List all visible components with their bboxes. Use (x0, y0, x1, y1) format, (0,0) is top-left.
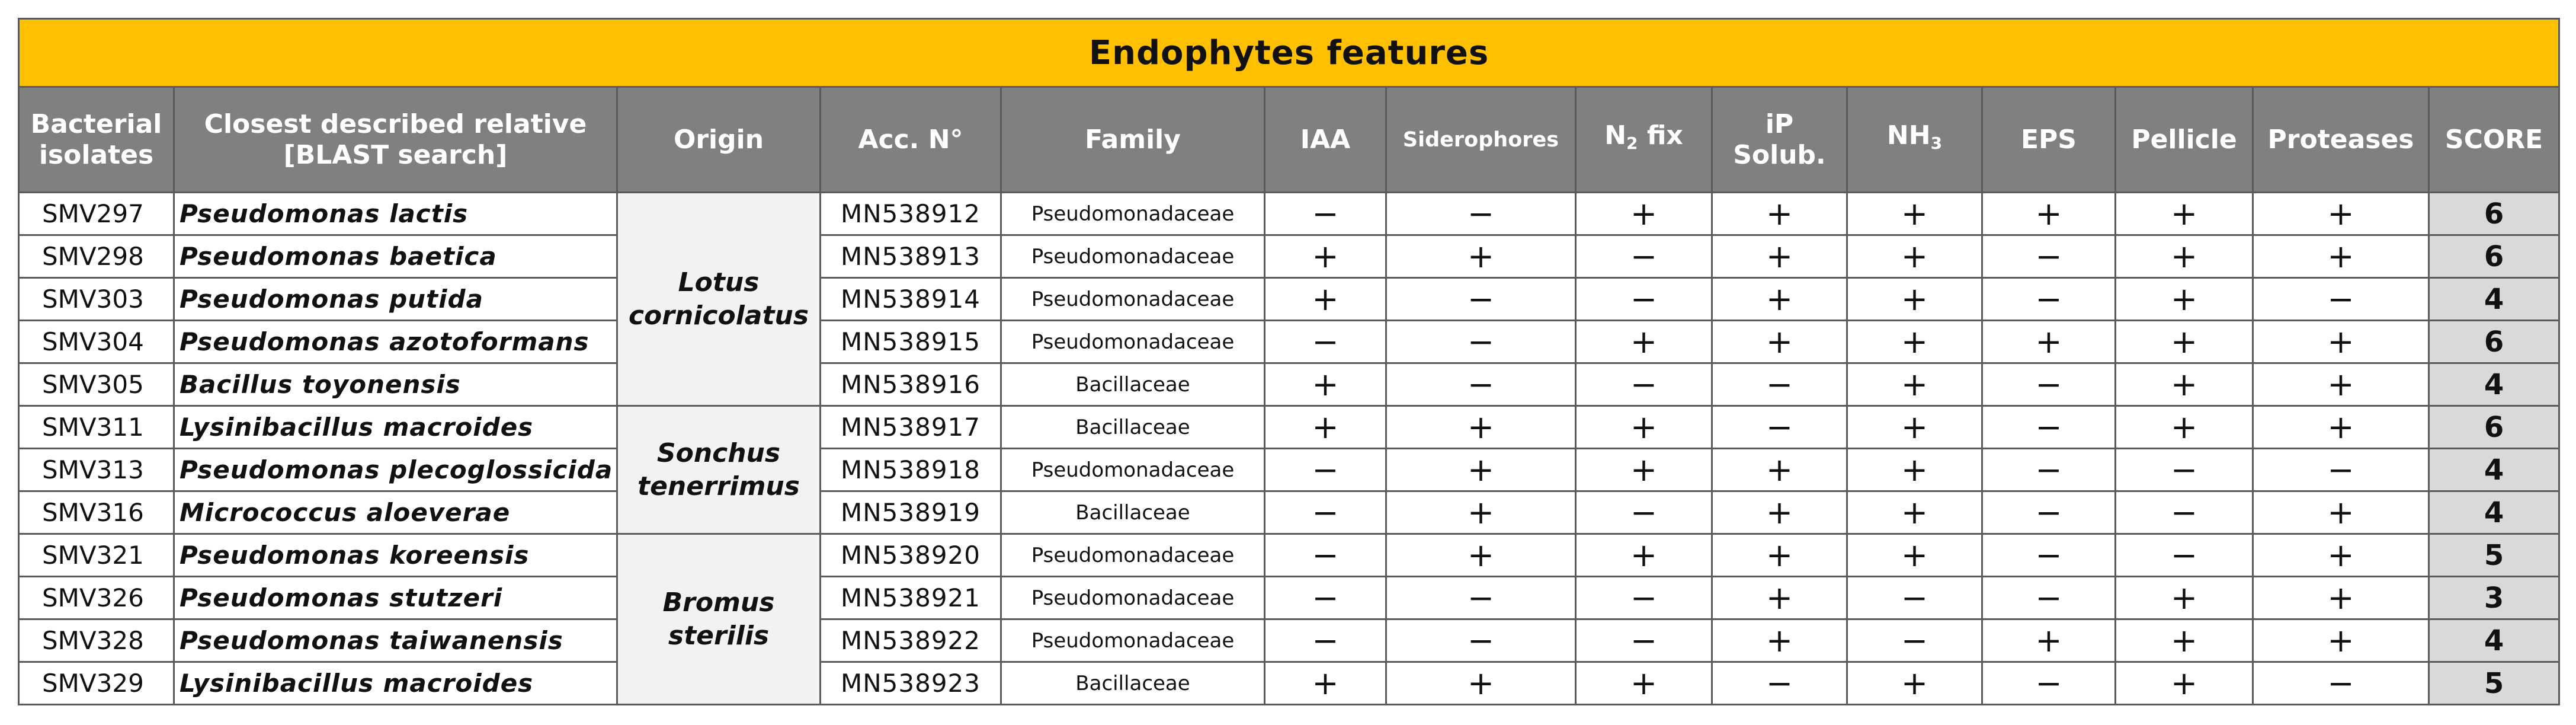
header-row (19, 87, 2559, 193)
isolate-cell: SMV311 (19, 406, 174, 449)
iaa-cell: − (1265, 321, 1386, 363)
iaa-cell: − (1265, 577, 1386, 619)
species-cell: Pseudomonas putida (174, 278, 617, 321)
header-n2-sub: 2 (1626, 133, 1638, 153)
score-cell: 4 (2429, 449, 2559, 491)
header-pellicle: Pellicle (2116, 87, 2253, 193)
iaa-cell: + (1265, 662, 1386, 705)
family-cell: Bacillaceae (1001, 363, 1265, 406)
n2-fix-cell: + (1576, 534, 1712, 577)
accession-cell: MN538914 (821, 278, 1001, 321)
nh3-cell: + (1847, 406, 1982, 449)
siderophores-cell: − (1386, 321, 1576, 363)
table-row (19, 662, 2559, 705)
accession-cell: MN538917 (821, 406, 1001, 449)
score-cell: 6 (2429, 193, 2559, 235)
siderophores-cell: + (1386, 406, 1576, 449)
ip-solub-cell: + (1712, 278, 1847, 321)
table-row (19, 449, 2559, 491)
ip-solub-cell: + (1712, 321, 1847, 363)
isolate-cell: SMV313 (19, 449, 174, 491)
pellicle-cell: − (2116, 491, 2253, 534)
proteases-cell: + (2253, 193, 2429, 235)
table-body (19, 193, 2559, 705)
family-cell: Bacillaceae (1001, 491, 1265, 534)
score-cell: 4 (2429, 491, 2559, 534)
iaa-cell: − (1265, 491, 1386, 534)
eps-cell: − (1982, 406, 2116, 449)
table-row (19, 577, 2559, 619)
ip-solub-cell: + (1712, 534, 1847, 577)
score-cell: 3 (2429, 577, 2559, 619)
ip-solub-cell: + (1712, 235, 1847, 278)
pellicle-cell: − (2116, 449, 2253, 491)
table-row (19, 363, 2559, 406)
eps-cell: − (1982, 235, 2116, 278)
iaa-cell: + (1265, 235, 1386, 278)
header-ip-line1: iP (1765, 108, 1794, 139)
species-cell: Lysinibacillus macroides (174, 662, 617, 705)
iaa-cell: + (1265, 363, 1386, 406)
header-relative-line2: [BLAST search] (283, 139, 508, 170)
isolate-cell: SMV328 (19, 619, 174, 662)
pellicle-cell: + (2116, 406, 2253, 449)
pellicle-cell: + (2116, 662, 2253, 705)
pellicle-cell: + (2116, 278, 2253, 321)
header-nh3-pre: NH (1886, 120, 1931, 151)
proteases-cell: + (2253, 321, 2429, 363)
origin-line: Lotus (678, 267, 760, 298)
n2-fix-cell: + (1576, 662, 1712, 705)
ip-solub-cell: + (1712, 449, 1847, 491)
n2-fix-cell: − (1576, 363, 1712, 406)
n2-fix-cell: + (1576, 449, 1712, 491)
nh3-cell: + (1847, 321, 1982, 363)
pellicle-cell: + (2116, 321, 2253, 363)
proteases-cell: + (2253, 235, 2429, 278)
proteases-cell: + (2253, 491, 2429, 534)
accession-cell: MN538913 (821, 235, 1001, 278)
score-cell: 5 (2429, 662, 2559, 705)
eps-cell: − (1982, 577, 2116, 619)
ip-solub-cell: − (1712, 662, 1847, 705)
isolate-cell: SMV329 (19, 662, 174, 705)
table-title: Endophytes features (19, 19, 2559, 87)
header-nh3-sub: 3 (1930, 133, 1943, 153)
header-ip-solub (1712, 87, 1847, 193)
proteases-cell: − (2253, 662, 2429, 705)
pellicle-cell: − (2116, 534, 2253, 577)
family-cell: Bacillaceae (1001, 406, 1265, 449)
endophytes-features-table (18, 18, 2560, 705)
nh3-cell: + (1847, 235, 1982, 278)
origin-line: sterilis (668, 620, 770, 651)
header-eps: EPS (1982, 87, 2116, 193)
eps-cell: − (1982, 491, 2116, 534)
score-cell: 6 (2429, 321, 2559, 363)
accession-cell: MN538918 (821, 449, 1001, 491)
header-acc-no: Acc. N° (821, 87, 1001, 193)
n2-fix-cell: + (1576, 406, 1712, 449)
proteases-cell: + (2253, 619, 2429, 662)
ip-solub-cell: − (1712, 406, 1847, 449)
title-row (19, 19, 2559, 87)
family-cell: Pseudomonadaceae (1001, 449, 1265, 491)
siderophores-cell: − (1386, 363, 1576, 406)
score-cell: 4 (2429, 278, 2559, 321)
header-n2-fix (1576, 87, 1712, 193)
family-cell: Pseudomonadaceae (1001, 534, 1265, 577)
table-row (19, 619, 2559, 662)
family-cell: Pseudomonadaceae (1001, 193, 1265, 235)
header-isolates-line2: isolates (39, 139, 154, 170)
nh3-cell: + (1847, 534, 1982, 577)
nh3-cell: − (1847, 619, 1982, 662)
family-cell: Pseudomonadaceae (1001, 321, 1265, 363)
family-cell: Bacillaceae (1001, 662, 1265, 705)
ip-solub-cell: + (1712, 193, 1847, 235)
iaa-cell: − (1265, 534, 1386, 577)
pellicle-cell: + (2116, 193, 2253, 235)
accession-cell: MN538921 (821, 577, 1001, 619)
pellicle-cell: + (2116, 619, 2253, 662)
family-cell: Pseudomonadaceae (1001, 577, 1265, 619)
siderophores-cell: − (1386, 577, 1576, 619)
table-row (19, 491, 2559, 534)
header-proteases: Proteases (2253, 87, 2429, 193)
score-cell: 6 (2429, 235, 2559, 278)
iaa-cell: − (1265, 449, 1386, 491)
isolate-cell: SMV321 (19, 534, 174, 577)
table-row (19, 278, 2559, 321)
origin-cell (617, 193, 821, 406)
isolate-cell: SMV297 (19, 193, 174, 235)
header-family: Family (1001, 87, 1265, 193)
species-cell: Pseudomonas taiwanensis (174, 619, 617, 662)
iaa-cell: + (1265, 278, 1386, 321)
origin-line: Bromus (662, 587, 775, 618)
nh3-cell: + (1847, 662, 1982, 705)
eps-cell: − (1982, 449, 2116, 491)
siderophores-cell: − (1386, 193, 1576, 235)
isolate-cell: SMV305 (19, 363, 174, 406)
proteases-cell: + (2253, 534, 2429, 577)
family-cell: Pseudomonadaceae (1001, 619, 1265, 662)
n2-fix-cell: − (1576, 577, 1712, 619)
origin-line: cornicolatus (628, 300, 809, 331)
eps-cell: − (1982, 662, 2116, 705)
isolate-cell: SMV326 (19, 577, 174, 619)
accession-cell: MN538923 (821, 662, 1001, 705)
siderophores-cell: − (1386, 619, 1576, 662)
family-cell: Pseudomonadaceae (1001, 235, 1265, 278)
pellicle-cell: + (2116, 363, 2253, 406)
isolate-cell: SMV316 (19, 491, 174, 534)
family-cell: Pseudomonadaceae (1001, 278, 1265, 321)
eps-cell: + (1982, 619, 2116, 662)
species-cell: Lysinibacillus macroides (174, 406, 617, 449)
score-cell: 6 (2429, 406, 2559, 449)
species-cell: Bacillus toyonensis (174, 363, 617, 406)
header-n2-post: fix (1638, 120, 1683, 151)
table-row (19, 193, 2559, 235)
proteases-cell: − (2253, 278, 2429, 321)
siderophores-cell: − (1386, 278, 1576, 321)
ip-solub-cell: + (1712, 619, 1847, 662)
iaa-cell: + (1265, 406, 1386, 449)
isolate-cell: SMV304 (19, 321, 174, 363)
species-cell: Pseudomonas azotoformans (174, 321, 617, 363)
header-n2-pre: N (1604, 120, 1627, 151)
species-cell: Pseudomonas lactis (174, 193, 617, 235)
eps-cell: − (1982, 534, 2116, 577)
siderophores-cell: + (1386, 662, 1576, 705)
accession-cell: MN538916 (821, 363, 1001, 406)
proteases-cell: + (2253, 406, 2429, 449)
siderophores-cell: + (1386, 449, 1576, 491)
eps-cell: + (1982, 321, 2116, 363)
accession-cell: MN538920 (821, 534, 1001, 577)
pellicle-cell: + (2116, 577, 2253, 619)
accession-cell: MN538912 (821, 193, 1001, 235)
species-cell: Pseudomonas baetica (174, 235, 617, 278)
eps-cell: − (1982, 363, 2116, 406)
isolate-cell: SMV298 (19, 235, 174, 278)
n2-fix-cell: − (1576, 491, 1712, 534)
nh3-cell: + (1847, 449, 1982, 491)
score-cell: 4 (2429, 619, 2559, 662)
header-origin: Origin (617, 87, 821, 193)
n2-fix-cell: − (1576, 278, 1712, 321)
header-bacterial-isolates (19, 87, 174, 193)
accession-cell: MN538915 (821, 321, 1001, 363)
header-isolates-line1: Bacterial (30, 108, 162, 139)
proteases-cell: + (2253, 363, 2429, 406)
iaa-cell: − (1265, 619, 1386, 662)
header-iaa: IAA (1265, 87, 1386, 193)
isolate-cell: SMV303 (19, 278, 174, 321)
species-cell: Pseudomonas plecoglossicida (174, 449, 617, 491)
origin-line: Sonchus (656, 437, 781, 468)
species-cell: Micrococcus aloeverae (174, 491, 617, 534)
header-nh3 (1847, 87, 1982, 193)
eps-cell: + (1982, 193, 2116, 235)
ip-solub-cell: − (1712, 363, 1847, 406)
nh3-cell: − (1847, 577, 1982, 619)
header-siderophores: Siderophores (1386, 87, 1576, 193)
siderophores-cell: + (1386, 534, 1576, 577)
nh3-cell: + (1847, 278, 1982, 321)
header-score: SCORE (2429, 87, 2559, 193)
n2-fix-cell: + (1576, 193, 1712, 235)
endophytes-table-container (18, 18, 2558, 705)
header-relative-line1: Closest described relative (204, 108, 587, 139)
origin-cell (617, 534, 821, 705)
header-closest-relative (174, 87, 617, 193)
species-cell: Pseudomonas koreensis (174, 534, 617, 577)
table-row (19, 235, 2559, 278)
score-cell: 5 (2429, 534, 2559, 577)
eps-cell: − (1982, 278, 2116, 321)
header-ip-line2: Solub. (1733, 139, 1826, 170)
table-row (19, 534, 2559, 577)
n2-fix-cell: − (1576, 619, 1712, 662)
accession-cell: MN538922 (821, 619, 1001, 662)
n2-fix-cell: − (1576, 235, 1712, 278)
ip-solub-cell: + (1712, 577, 1847, 619)
accession-cell: MN538919 (821, 491, 1001, 534)
table-row (19, 406, 2559, 449)
nh3-cell: + (1847, 363, 1982, 406)
proteases-cell: + (2253, 577, 2429, 619)
score-cell: 4 (2429, 363, 2559, 406)
siderophores-cell: + (1386, 235, 1576, 278)
origin-cell (617, 406, 821, 534)
iaa-cell: − (1265, 193, 1386, 235)
ip-solub-cell: + (1712, 491, 1847, 534)
siderophores-cell: + (1386, 491, 1576, 534)
pellicle-cell: + (2116, 235, 2253, 278)
proteases-cell: − (2253, 449, 2429, 491)
table-row (19, 321, 2559, 363)
nh3-cell: + (1847, 491, 1982, 534)
nh3-cell: + (1847, 193, 1982, 235)
origin-line: tenerrimus (637, 471, 800, 502)
n2-fix-cell: + (1576, 321, 1712, 363)
species-cell: Pseudomonas stutzeri (174, 577, 617, 619)
